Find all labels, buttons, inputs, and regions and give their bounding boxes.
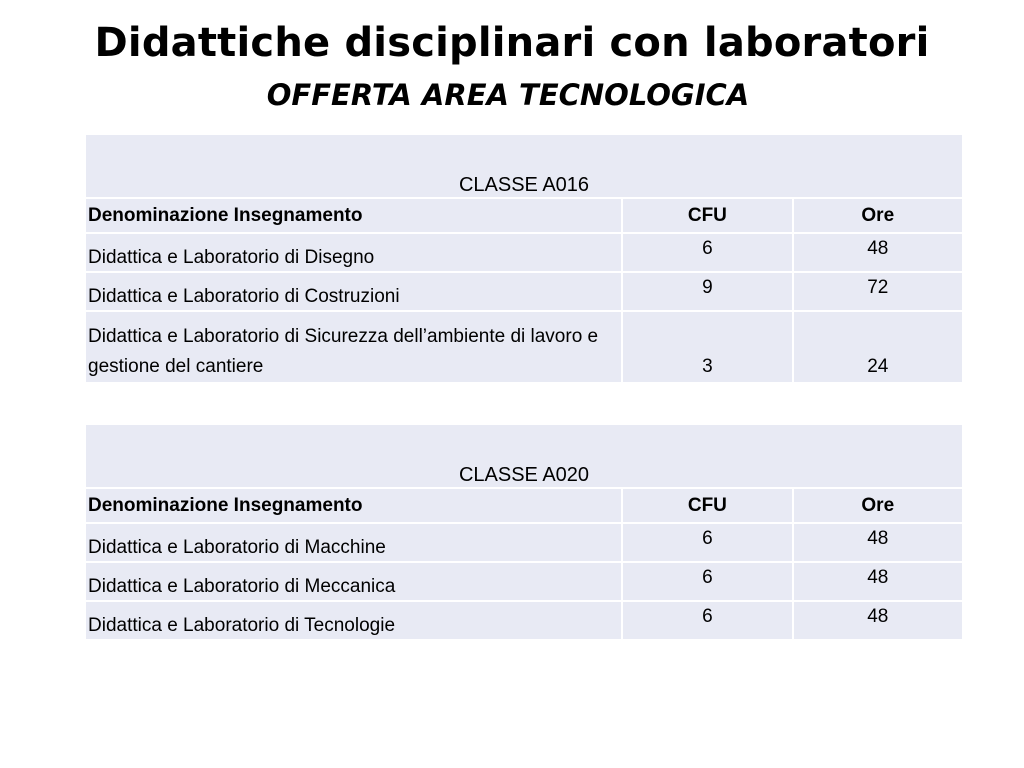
table-header-row: [85, 198, 963, 233]
table-row: [85, 311, 963, 383]
table-row: [85, 233, 963, 272]
column-header-name: Denominazione Insegnamento: [85, 488, 622, 523]
page-title: Didattiche disciplinari con laboratori: [94, 20, 930, 66]
course-table-a016: [84, 133, 964, 384]
course-name: Didattica e Laboratorio di Meccanica: [85, 562, 622, 601]
table-row: [85, 562, 963, 601]
course-name: Didattica e Laboratorio di Costruzioni: [85, 272, 622, 311]
course-cfu: 6: [622, 562, 792, 601]
table-row: [85, 523, 963, 562]
column-header-name: Denominazione Insegnamento: [85, 198, 622, 233]
course-ore: 48: [793, 523, 963, 562]
class-label: CLASSE A016: [85, 134, 963, 198]
course-cfu: 9: [622, 272, 792, 311]
course-ore: 72: [793, 272, 963, 311]
course-table-a020: [84, 423, 964, 641]
page-subtitle: OFFERTA AREA TECNOLOGICA: [266, 78, 750, 112]
column-header-ore: Ore: [793, 488, 963, 523]
course-name: Didattica e Laboratorio di Sicurezza dell’ambiente di lavoro e gestione del cantiere: [85, 311, 622, 383]
course-cfu: 6: [622, 523, 792, 562]
class-header-row: [85, 424, 963, 488]
course-name: Didattica e Laboratorio di Disegno: [85, 233, 622, 272]
course-name: Didattica e Laboratorio di Macchine: [85, 523, 622, 562]
course-cfu: 6: [622, 233, 792, 272]
column-header-cfu: CFU: [622, 488, 792, 523]
course-ore: 48: [793, 601, 963, 640]
course-ore: 48: [793, 233, 963, 272]
course-ore: 24: [793, 311, 963, 383]
column-header-cfu: CFU: [622, 198, 792, 233]
table-header-row: [85, 488, 963, 523]
table-row: [85, 601, 963, 640]
course-cfu: 3: [622, 311, 792, 383]
class-header-row: [85, 134, 963, 198]
course-ore: 48: [793, 562, 963, 601]
table-row: [85, 272, 963, 311]
column-header-ore: Ore: [793, 198, 963, 233]
course-name: Didattica e Laboratorio di Tecnologie: [85, 601, 622, 640]
class-label: CLASSE A020: [85, 424, 963, 488]
course-cfu: 6: [622, 601, 792, 640]
